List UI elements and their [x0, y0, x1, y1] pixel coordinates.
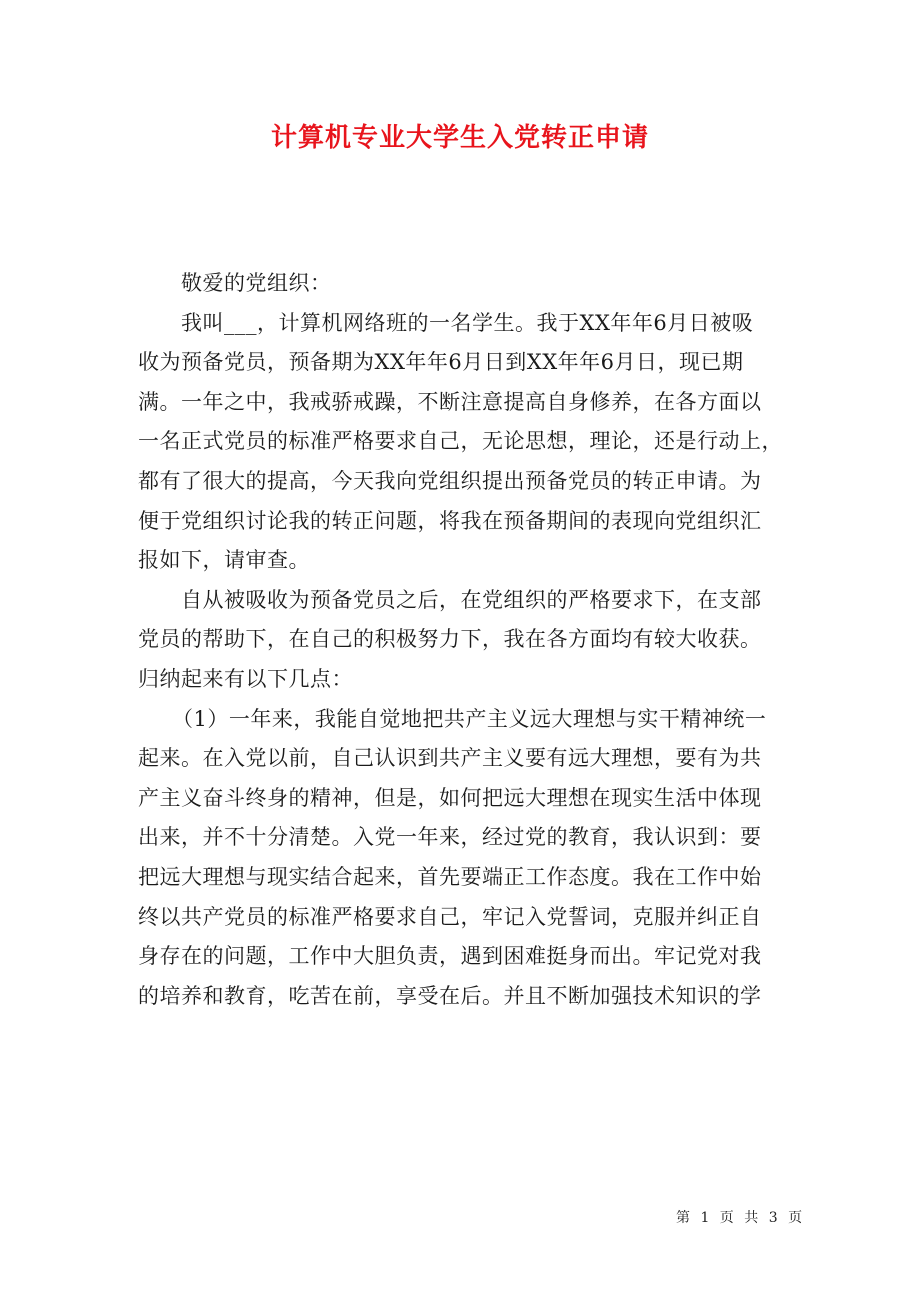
body-text-line: 自从被吸收为预备党员之后，在党组织的严格要求下，在支部 [181, 587, 762, 612]
body-text-line: 党员的帮助下，在自己的积极努力下，我在各方面均有较大收获。 [138, 627, 762, 652]
body-text-line: 出来，并不十分清楚。入党一年来，经过党的教育，我认识到：要 [138, 825, 762, 850]
body-text-line: 产主义奋斗终身的精神，但是，如何把远大理想在现实生活中体现 [138, 785, 762, 810]
body-text-line: 一名正式党员的标准严格要求自己，无论思想，理论，还是行动上， [138, 429, 783, 454]
document-title: 计算机专业大学生入党转正申请 [270, 123, 649, 153]
document-body [138, 264, 788, 1016]
body-text-line: 身存在的问题，工作中大胆负责，遇到困难挺身而出。牢记党对我 [138, 944, 762, 969]
body-text-line: （1）一年来，我能自觉地把共产主义远大理想与实干精神统一 [172, 706, 767, 731]
body-text-line: 起来。在入党以前，自己认识到共产主义要有远大理想，要有为共 [138, 746, 762, 771]
body-text-line: 终以共产党员的标准严格要求自己，牢记入党誓词，克服并纠正自 [138, 904, 762, 929]
body-text-line: 报如下，请审查。 [138, 548, 310, 573]
body-text-line: 收为预备党员，预备期为XX年年6月日到XX年年6月日，现已期 [138, 350, 744, 375]
body-text-line: 归纳起来有以下几点： [138, 666, 353, 691]
body-text-line: 我叫___，计算机网络班的一名学生。我于XX年年6月日被吸 [181, 310, 754, 335]
body-text-line: 的培养和教育，吃苦在前，享受在后。并且不断加强技术知识的学 [138, 983, 762, 1008]
page-indicator: 第 1 页 共 3 页 [676, 1210, 806, 1226]
salutation: 敬爱的党组织： [181, 271, 332, 295]
body-text-line: 便于党组织讨论我的转正问题，将我在预备期间的表现向党组织汇 [138, 508, 762, 533]
body-text-line: 都有了很大的提高，今天我向党组织提出预备党员的转正申请。为 [138, 468, 762, 493]
body-text-line: 把远大理想与现实结合起来，首先要端正工作态度。我在工作中始 [138, 864, 762, 889]
body-text-line: 满。一年之中，我戒骄戒躁，不断注意提高自身修养，在各方面以 [138, 389, 762, 414]
